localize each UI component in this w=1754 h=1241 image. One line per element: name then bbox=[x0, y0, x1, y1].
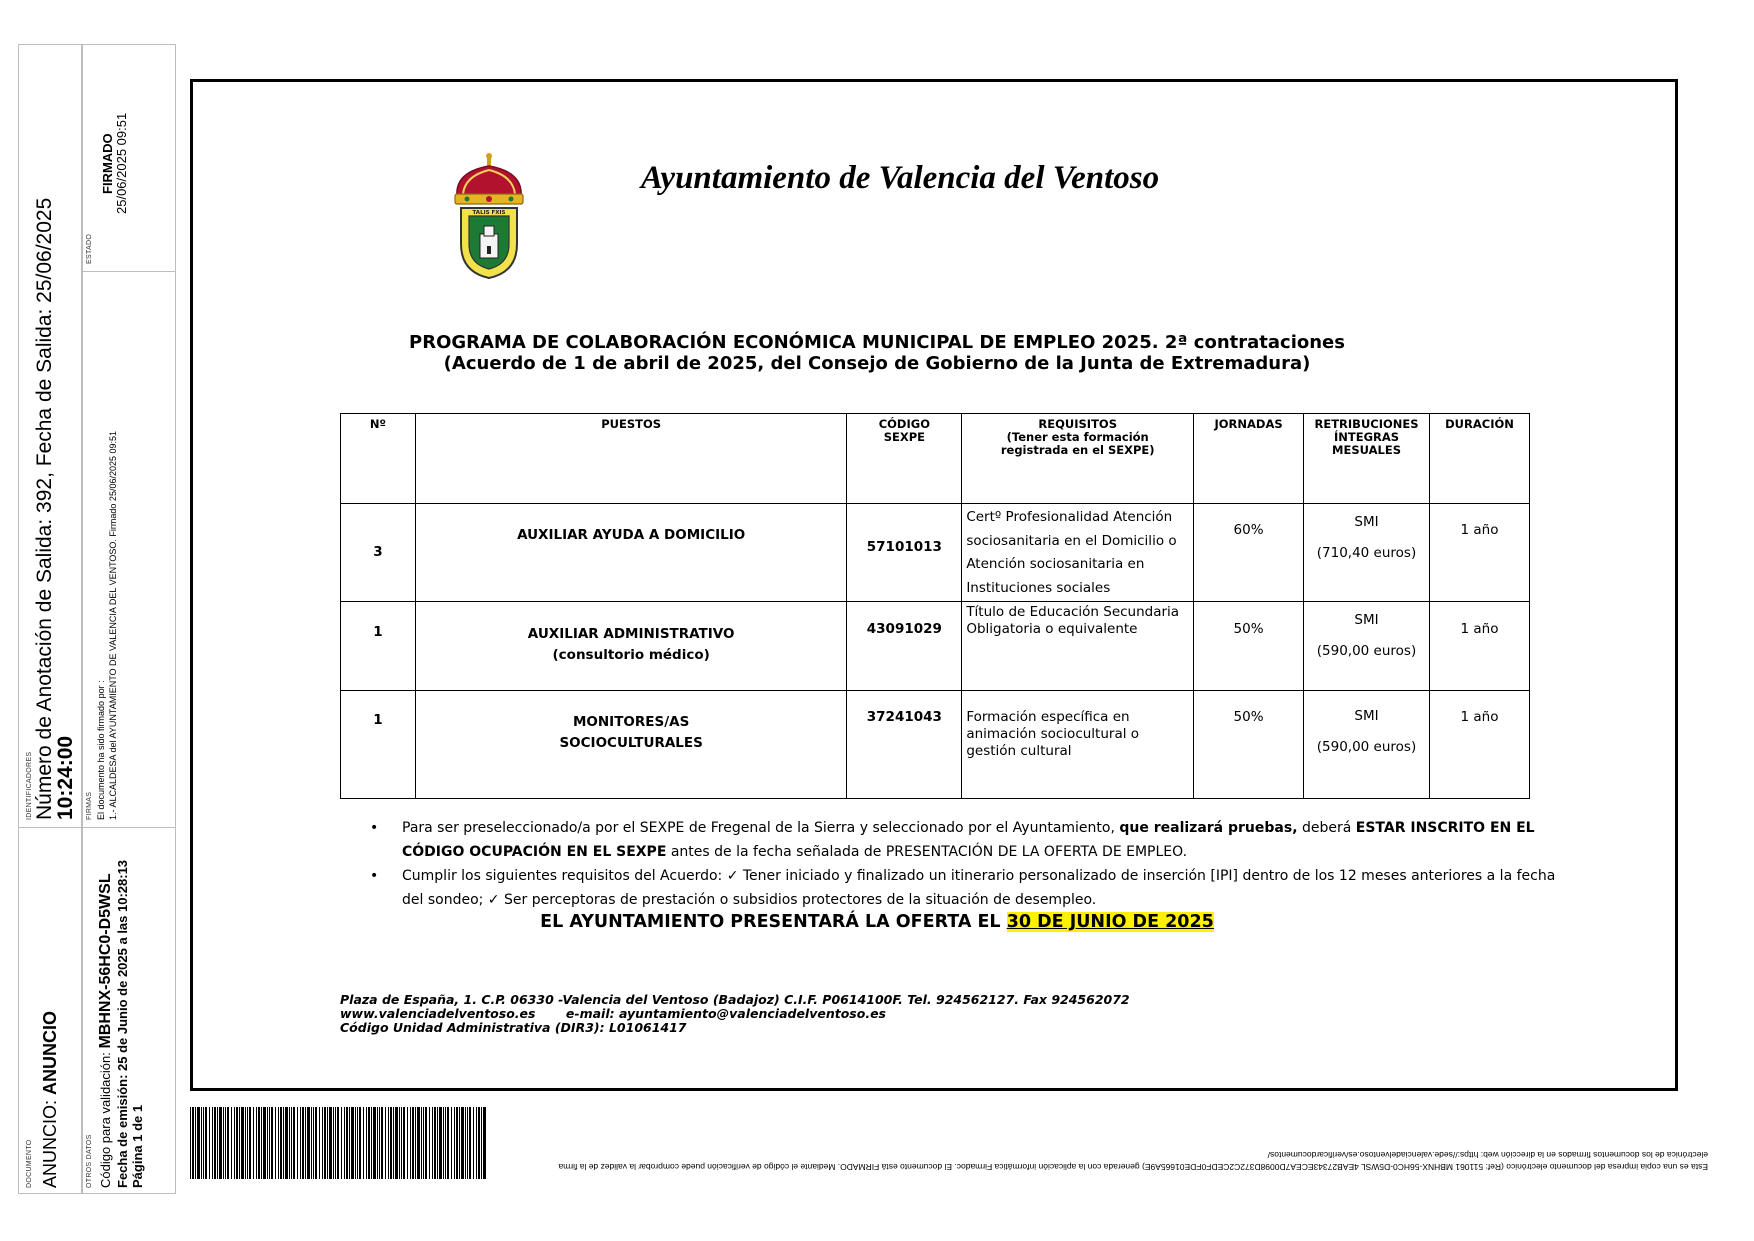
page-count: Página 1 de 1 bbox=[130, 1104, 145, 1188]
barcode-bar bbox=[283, 1107, 284, 1179]
row-count: 1 bbox=[341, 691, 416, 799]
header-requirements-line-3: registrada en el SEXPE) bbox=[1000, 443, 1155, 457]
note-1-text-d: ESTAR INSCRITO EN EL CÓDIGO OCUPACIÓN EN EL SEXPE bbox=[402, 820, 1535, 860]
header-positions: PUESTOS bbox=[415, 414, 846, 504]
row-salary bbox=[1304, 602, 1430, 691]
barcode-bar bbox=[300, 1107, 301, 1179]
header-code-line-2: SEXPE bbox=[883, 430, 925, 444]
row-salary-amount: (590,00 euros) bbox=[1316, 739, 1417, 755]
doc-type-prefix: ANUNCIO: bbox=[40, 1094, 60, 1188]
barcode-bar bbox=[322, 1107, 323, 1179]
barcode-bar bbox=[263, 1107, 266, 1179]
barcode-bar bbox=[388, 1107, 389, 1179]
barcode-bar bbox=[465, 1107, 466, 1179]
barcode-bar bbox=[366, 1107, 367, 1179]
row-salary bbox=[1304, 504, 1430, 602]
note-1-text-b: que realizará pruebas, bbox=[1119, 820, 1298, 836]
barcode-bar bbox=[241, 1107, 244, 1179]
identifiers-caption: IDENTIFICADORES bbox=[26, 751, 33, 820]
row-position-line-2: SOCIOCULTURALES bbox=[559, 735, 703, 751]
header-number: Nº bbox=[341, 414, 416, 504]
barcode-bar bbox=[456, 1107, 458, 1179]
row-shift: 60% bbox=[1194, 504, 1304, 602]
registry-strip bbox=[18, 44, 176, 1194]
signatures-line-2: 1.- ALCALDESA del AYUNTAMIENTO DE VALENCIA DEL VENTOSO. Firmado 25/06/2025 09:51 bbox=[108, 430, 118, 820]
barcode-bar bbox=[390, 1107, 392, 1179]
barcode-bar bbox=[212, 1107, 213, 1179]
barcode-bar bbox=[399, 1107, 400, 1179]
barcode-bar bbox=[315, 1107, 317, 1179]
header-salary bbox=[1304, 414, 1430, 504]
barcode-bar bbox=[201, 1107, 202, 1179]
barcode-bar bbox=[429, 1107, 430, 1179]
status-caption: ESTADO bbox=[86, 233, 93, 264]
note-1-text-c: deberá bbox=[1297, 820, 1356, 836]
barcode-bar bbox=[205, 1107, 207, 1179]
note-item bbox=[370, 816, 1580, 864]
barcode-bar bbox=[192, 1107, 194, 1179]
barcode-bar bbox=[368, 1107, 370, 1179]
organization-title: Ayuntamiento de Valencia del Ventoso bbox=[640, 160, 1160, 196]
row-salary-base: SMI bbox=[1354, 708, 1379, 724]
row-duration: 1 año bbox=[1430, 504, 1530, 602]
other-data-caption: OTROS DATOS bbox=[86, 1134, 93, 1188]
barcode-bar bbox=[278, 1107, 279, 1179]
doc-type-value: ANUNCIO bbox=[40, 1010, 60, 1095]
barcode-bar bbox=[190, 1107, 191, 1179]
row-count: 3 bbox=[341, 504, 416, 602]
row-position bbox=[415, 504, 846, 602]
note-item bbox=[370, 864, 1580, 912]
row-position bbox=[415, 602, 846, 691]
signatures-line-1: El documento ha sido firmado por : bbox=[96, 680, 106, 820]
row-position-line-1: AUXILIAR ADMINISTRATIVO bbox=[527, 626, 735, 642]
table-row bbox=[341, 602, 1530, 691]
barcode-bar bbox=[280, 1107, 282, 1179]
barcode-bar bbox=[437, 1107, 438, 1179]
barcode-bar bbox=[379, 1107, 380, 1179]
barcode-bar bbox=[351, 1107, 354, 1179]
header-code bbox=[847, 414, 962, 504]
barcode-bar bbox=[357, 1107, 358, 1179]
barcode-bar bbox=[319, 1107, 320, 1179]
annotation-time: 10:24:00 bbox=[54, 735, 77, 820]
barcode-bar bbox=[412, 1107, 414, 1179]
barcode-bar bbox=[203, 1107, 204, 1179]
barcode-bar bbox=[333, 1107, 334, 1179]
barcode-bar bbox=[434, 1107, 436, 1179]
barcode-bar bbox=[231, 1107, 232, 1179]
row-shift: 50% bbox=[1194, 602, 1304, 691]
row-position-line-1: MONITORES/AS bbox=[572, 714, 690, 730]
row-salary-base: SMI bbox=[1354, 612, 1379, 628]
barcode-bar bbox=[271, 1107, 273, 1179]
barcode-bar bbox=[337, 1107, 339, 1179]
barcode-bar bbox=[289, 1107, 290, 1179]
barcode-bar bbox=[239, 1107, 240, 1179]
coat-of-arms-logo bbox=[447, 152, 531, 282]
validation-code: MBHNX-56HC0-D5WSL bbox=[97, 873, 114, 1049]
barcode-bar bbox=[249, 1107, 251, 1179]
divider bbox=[83, 827, 175, 828]
program-title-line-2: (Acuerdo de 1 de abril de 2025, del Consejo de Gobierno de la Junta de Extremadura) bbox=[443, 353, 1311, 374]
validation-line bbox=[98, 873, 113, 1188]
barcode-bar bbox=[467, 1107, 468, 1179]
barcode-bar bbox=[297, 1107, 298, 1179]
barcode-bar bbox=[443, 1107, 444, 1179]
validation-prefix: Código para validación: bbox=[98, 1048, 113, 1188]
barcode-bar bbox=[209, 1107, 210, 1179]
barcode bbox=[190, 1107, 488, 1179]
header-salary-line-3: MESUALES bbox=[1332, 443, 1401, 457]
barcode-bar bbox=[481, 1107, 482, 1179]
barcode-bar bbox=[195, 1107, 196, 1179]
divider bbox=[83, 271, 175, 272]
header-salary-line-1: RETRIBUCIONES bbox=[1314, 417, 1419, 431]
barcode-bar bbox=[311, 1107, 312, 1179]
program-title bbox=[300, 332, 1454, 374]
row-salary bbox=[1304, 691, 1430, 799]
divider bbox=[19, 827, 81, 828]
row-requirements: Certº Profesionalidad Atención sociosanitaria en el Domicilio o Atención sociosanitaria en Instituciones sociales bbox=[962, 504, 1194, 602]
row-code: 37241043 bbox=[847, 691, 962, 799]
barcode-bar bbox=[305, 1107, 306, 1179]
barcode-bar bbox=[227, 1107, 229, 1179]
offer-date: 30 DE JUNIO DE 2025 bbox=[1006, 912, 1214, 932]
barcode-bar bbox=[197, 1107, 200, 1179]
barcode-bar bbox=[267, 1107, 268, 1179]
row-duration: 1 año bbox=[1430, 602, 1530, 691]
header-requirements-line-1: REQUISITOS bbox=[1038, 417, 1117, 431]
barcode-bar bbox=[445, 1107, 446, 1179]
barcode-bar bbox=[217, 1107, 218, 1179]
barcode-bar bbox=[349, 1107, 350, 1179]
barcode-bar bbox=[447, 1107, 449, 1179]
row-requirements: Título de Educación Secundaria Obligatoria o equivalente bbox=[962, 602, 1194, 691]
doc-type bbox=[40, 1011, 61, 1188]
contact-footer bbox=[340, 993, 1130, 1035]
barcode-bar bbox=[476, 1107, 477, 1179]
table-row bbox=[341, 504, 1530, 602]
barcode-bar bbox=[236, 1107, 238, 1179]
requirements-notes bbox=[370, 816, 1580, 912]
barcode-bar bbox=[459, 1107, 460, 1179]
barcode-bar bbox=[302, 1107, 304, 1179]
barcode-bar bbox=[461, 1107, 464, 1179]
barcode-bar bbox=[275, 1107, 276, 1179]
barcode-bar bbox=[258, 1107, 260, 1179]
barcode-bar bbox=[483, 1107, 486, 1179]
footer-address: Plaza de España, 1. C.P. 06330 -Valencia del Ventoso (Badajoz) C.I.F. P0614100F. Tel. 924562127. Fax 924562072 bbox=[340, 992, 1130, 1007]
barcode-bar bbox=[421, 1107, 422, 1179]
program-title-line-1: PROGRAMA DE COLABORACIÓN ECONÓMICA MUNICIPAL DE EMPLEO 2025. 2ª contrataciones bbox=[409, 332, 1345, 353]
barcode-bar bbox=[469, 1107, 471, 1179]
footer-web-email: www.valenciadelventoso.es e-mail: ayuntamiento@valenciadelventoso.es bbox=[340, 1006, 886, 1021]
header-requirements bbox=[962, 414, 1194, 504]
barcode-bar bbox=[341, 1107, 342, 1179]
note-2-text: Cumplir los siguientes requisitos del Acuerdo: ✓ Tener iniciado y finalizado un itinerario personalizado de inserción [IPI] dentro de los 12 meses anteriores a la fecha del sondeo; ✓ Ser perceptoras de prestación o subsidios protectores de la situación de desempleo. bbox=[402, 868, 1556, 908]
barcode-bar bbox=[225, 1107, 226, 1179]
barcode-bar bbox=[247, 1107, 248, 1179]
bullet: • bbox=[370, 820, 379, 836]
barcode-bar bbox=[401, 1107, 402, 1179]
barcode-bar bbox=[385, 1107, 386, 1179]
barcode-bar bbox=[261, 1107, 262, 1179]
annotation-line: Número de Anotación de Salida: 392, Fecha de Salida: 25/06/2025 bbox=[33, 197, 56, 820]
offer-announcement bbox=[300, 912, 1454, 932]
row-position-line-2: (consultorio médico) bbox=[552, 647, 710, 663]
row-count: 1 bbox=[341, 602, 416, 691]
barcode-bar bbox=[327, 1107, 328, 1179]
barcode-bar bbox=[451, 1107, 452, 1179]
status-value: FIRMADO bbox=[100, 133, 115, 194]
barcode-bar bbox=[313, 1107, 314, 1179]
header-code-line-1: CÓDIGO bbox=[878, 417, 930, 431]
barcode-bar bbox=[346, 1107, 348, 1179]
offer-prefix: EL AYUNTAMIENTO PRESENTARÁ LA OFERTA EL bbox=[540, 912, 1007, 932]
row-duration: 1 año bbox=[1430, 691, 1530, 799]
crest-motto: TALIS FXIS bbox=[472, 210, 506, 216]
row-salary-amount: (710,40 euros) bbox=[1316, 545, 1417, 561]
barcode-bar bbox=[439, 1107, 442, 1179]
table-header-row bbox=[341, 414, 1530, 504]
barcode-bar bbox=[223, 1107, 224, 1179]
barcode-bar bbox=[363, 1107, 364, 1179]
barcode-bar bbox=[245, 1107, 246, 1179]
header-requirements-line-2: (Tener esta formación bbox=[1006, 430, 1149, 444]
barcode-bar bbox=[478, 1107, 480, 1179]
barcode-bar bbox=[219, 1107, 222, 1179]
header-duration: DURACIÓN bbox=[1430, 414, 1530, 504]
doc-caption: DOCUMENTO bbox=[26, 1139, 33, 1188]
barcode-bar bbox=[291, 1107, 292, 1179]
barcode-bar bbox=[329, 1107, 332, 1179]
barcode-bar bbox=[415, 1107, 416, 1179]
row-position bbox=[415, 691, 846, 799]
status-date: 25/06/2025 09:51 bbox=[114, 112, 129, 214]
barcode-bar bbox=[407, 1107, 408, 1179]
row-salary-base: SMI bbox=[1354, 514, 1379, 530]
barcode-bar bbox=[403, 1107, 405, 1179]
barcode-bar bbox=[285, 1107, 288, 1179]
header-salary-line-2: ÍNTEGRAS bbox=[1333, 430, 1400, 444]
barcode-bar bbox=[373, 1107, 376, 1179]
barcode-bar bbox=[432, 1107, 433, 1179]
row-code: 57101013 bbox=[847, 504, 962, 602]
row-position-line-1: AUXILIAR AYUDA A DOMICILIO bbox=[517, 527, 746, 543]
barcode-bar bbox=[293, 1107, 295, 1179]
barcode-bar bbox=[410, 1107, 411, 1179]
barcode-bar bbox=[324, 1107, 326, 1179]
row-salary-amount: (590,00 euros) bbox=[1316, 643, 1417, 659]
barcode-bar bbox=[256, 1107, 257, 1179]
barcode-bar bbox=[395, 1107, 398, 1179]
footer-dir3: Código Unidad Administrativa (DIR3): L01061417 bbox=[340, 1020, 687, 1035]
barcode-bar bbox=[371, 1107, 372, 1179]
barcode-bar bbox=[381, 1107, 383, 1179]
header-shifts: JORNADAS bbox=[1194, 414, 1304, 504]
barcode-bar bbox=[307, 1107, 310, 1179]
emission-date: Fecha de emisión: 25 de Junio de 2025 a las 10:28:13 bbox=[115, 859, 130, 1188]
row-requirements: Formación específica en animación sociocultural o gestión cultural bbox=[962, 691, 1194, 799]
barcode-bar bbox=[393, 1107, 394, 1179]
note-1-text-a: Para ser preseleccionado/a por el SEXPE de Fregenal de la Sierra y seleccionado por el Ayuntamiento, bbox=[402, 820, 1120, 836]
barcode-bar bbox=[335, 1107, 336, 1179]
table-row bbox=[341, 691, 1530, 799]
signatures-caption: FIRMAS bbox=[86, 791, 93, 820]
barcode-bar bbox=[423, 1107, 424, 1179]
note-1-text-e: antes de la fecha señalada de PRESENTACIÓN DE LA OFERTA DE EMPLEO. bbox=[666, 844, 1188, 860]
barcode-bar bbox=[425, 1107, 427, 1179]
bullet: • bbox=[370, 868, 379, 884]
row-code: 43091029 bbox=[847, 602, 962, 691]
barcode-bar bbox=[377, 1107, 378, 1179]
barcode-bar bbox=[473, 1107, 474, 1179]
barcode-bar bbox=[234, 1107, 235, 1179]
barcode-bar bbox=[417, 1107, 420, 1179]
barcode-bar bbox=[454, 1107, 455, 1179]
verification-legal-note: Esta es una copia impresa del documento electrónico (Ref: 511061 MBHNX-56HC0-D5WSL 4EAB27343ECEA7D0098D372C2CEDF0FDE01665A9E) generada con la aplicación informática Firmadoc. El documento está FIRMADO. Mediante el código de verificación puede comprobar la validez de la firma electrónica de los documentos firmados en la dirección web: https://sede.valenciadelventoso.es/verificardocumentos/ bbox=[558, 1150, 1708, 1172]
barcode-bar bbox=[344, 1107, 345, 1179]
barcode-bar bbox=[355, 1107, 356, 1179]
job-offers-table bbox=[340, 413, 1530, 799]
barcode-bar bbox=[253, 1107, 254, 1179]
barcode-bar bbox=[359, 1107, 361, 1179]
barcode-bar bbox=[269, 1107, 270, 1179]
row-shift: 50% bbox=[1194, 691, 1304, 799]
barcode-bar bbox=[214, 1107, 216, 1179]
